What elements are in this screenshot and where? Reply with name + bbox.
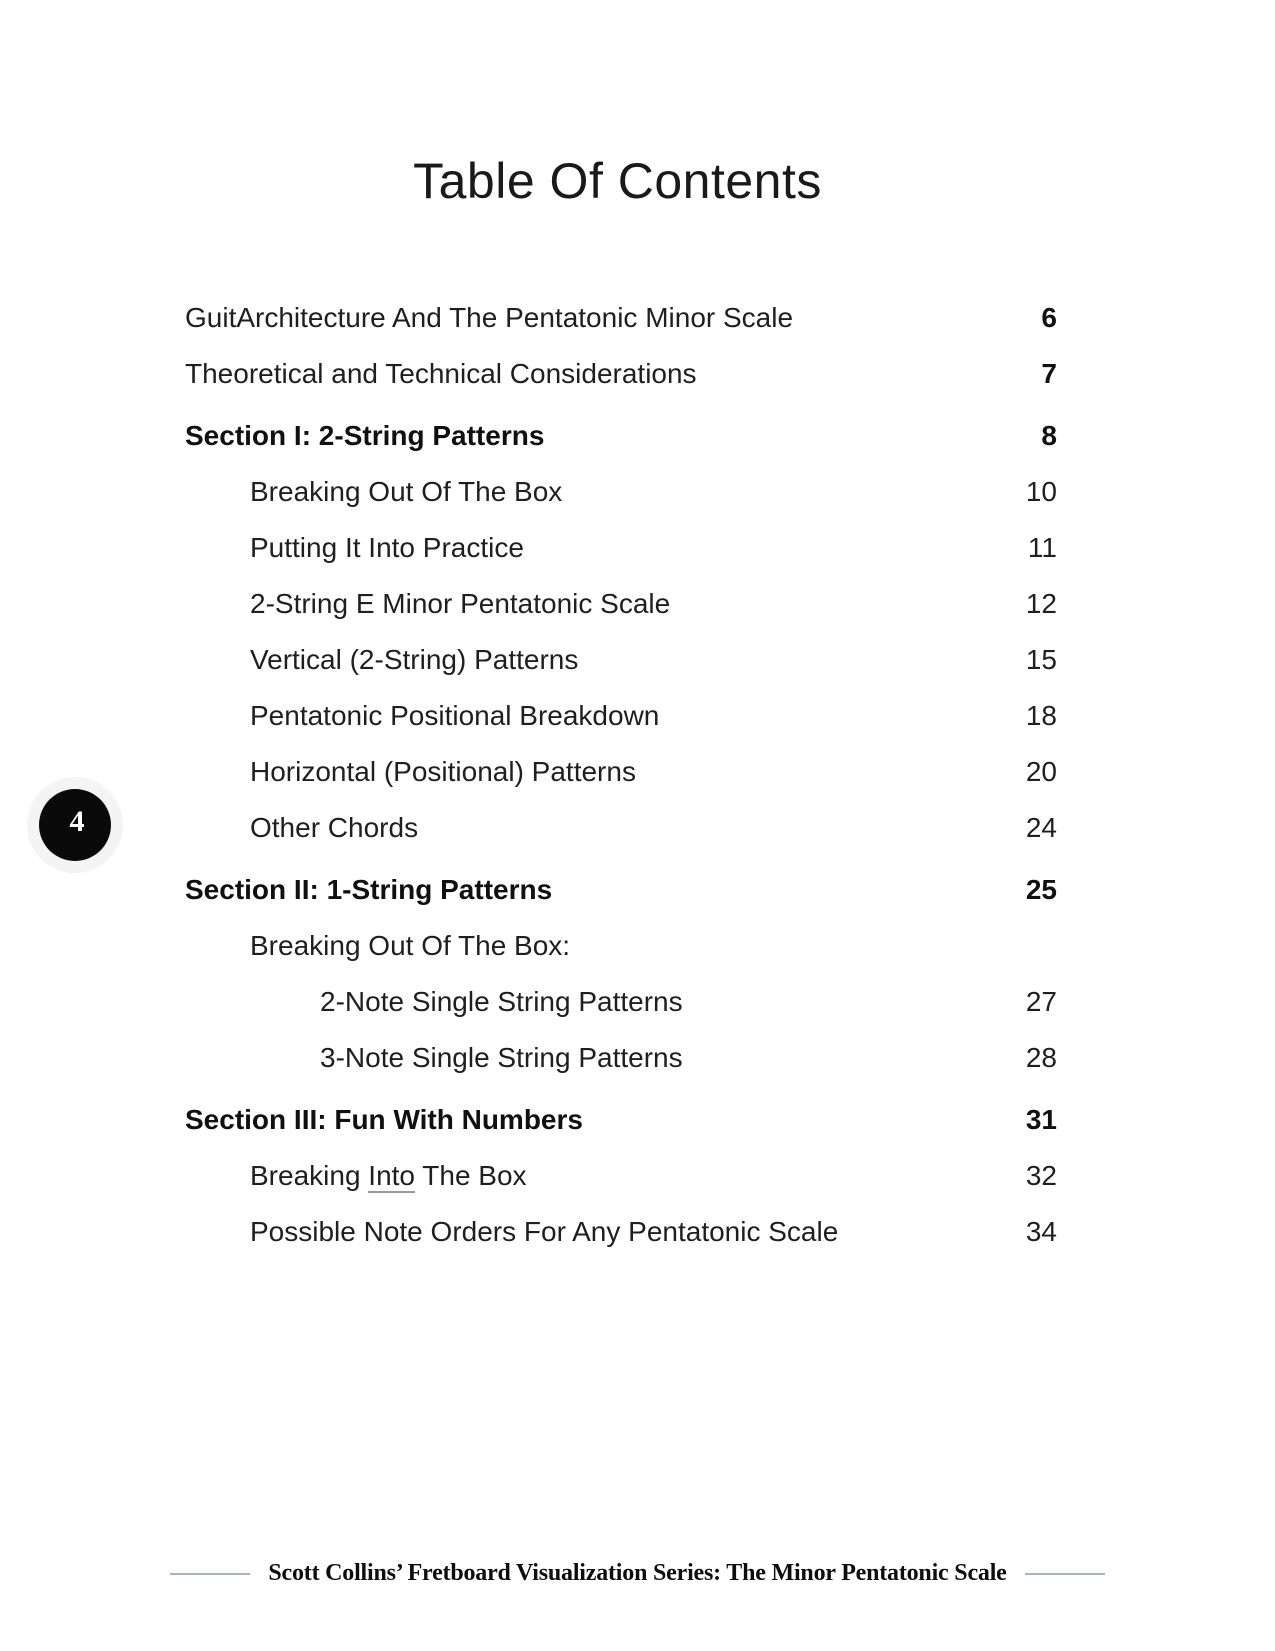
toc-entry-page-number: 12 [1025, 588, 1057, 619]
toc-entry-label: 2-String E Minor Pentatonic Scale [250, 588, 671, 619]
toc-entry [185, 1215, 1057, 1249]
page-footer [0, 1560, 1275, 1587]
toc-entry [185, 587, 1057, 621]
toc-entry-label: Breaking Out Of The Box [250, 476, 563, 507]
toc-entry-page-number: 7 [1041, 358, 1057, 389]
toc-entry-label: Putting It Into Practice [250, 532, 524, 563]
toc-entry-page-number: 18 [1025, 700, 1057, 731]
toc-entry-page-number: 20 [1025, 756, 1057, 787]
toc-entry-label: Pentatonic Positional Breakdown [250, 700, 660, 731]
toc-entry-page-number: 15 [1025, 644, 1057, 675]
toc-entry-label: 2-Note Single String Patterns [320, 986, 683, 1017]
toc-entry-page-number: 6 [1041, 302, 1057, 333]
toc-entry-page-number: 27 [1025, 986, 1057, 1017]
page-number-badge-circle [39, 789, 111, 861]
toc-entry-label: Theoretical and Technical Considerations [185, 358, 697, 389]
toc-entry-page-number: 34 [1025, 1216, 1057, 1247]
toc-entry-label: Vertical (2-String) Patterns [250, 644, 579, 675]
toc-entry [185, 755, 1057, 789]
toc-entry-label: Possible Note Orders For Any Pentatonic Scale [250, 1216, 839, 1247]
toc-entry [185, 1159, 1057, 1193]
toc-entry-label: Section I: 2-String Patterns [185, 420, 545, 451]
footer-right-rule [1025, 1573, 1105, 1575]
toc-section-heading [185, 873, 1057, 907]
toc-entry-label: Section III: Fun With Numbers [185, 1104, 583, 1135]
toc-entry-page-number: 28 [1025, 1042, 1057, 1073]
toc-entry-page-number: 10 [1025, 476, 1057, 507]
toc-entry-label: 3-Note Single String Patterns [320, 1042, 683, 1073]
toc-entry [185, 1041, 1057, 1075]
toc-entry-page-number: 32 [1025, 1160, 1057, 1191]
page-number-badge-label: 4 [69, 805, 85, 838]
footer-text: Scott Collins’ Fretboard Visualization Series: The Minor Pentatonic Scale [268, 1560, 1007, 1586]
page-title: Table Of Contents [413, 153, 822, 209]
toc-entry [185, 929, 1057, 963]
toc-entry-label: Section II: 1-String Patterns [185, 874, 553, 905]
toc-entry-page-number: 31 [1025, 1104, 1057, 1135]
toc-entry-label: Other Chords [250, 812, 419, 843]
toc-entry [185, 643, 1057, 677]
toc-entry [185, 985, 1057, 1019]
toc-section-heading [185, 1103, 1057, 1137]
toc-entry [185, 811, 1057, 845]
toc-entry-page-number: 11 [1027, 532, 1057, 563]
toc-entry-label: Breaking Out Of The Box: [250, 930, 571, 961]
toc-entry [185, 357, 1057, 391]
table-of-contents [185, 301, 1057, 1271]
toc-entry-page-number: 25 [1025, 874, 1057, 905]
toc-entry-label: GuitArchitecture And The Pentatonic Minor Scale [185, 302, 794, 333]
toc-entry [185, 531, 1057, 565]
footer-left-rule [170, 1573, 250, 1575]
toc-entry-label: Breaking Into The Box [250, 1160, 527, 1191]
toc-entry [185, 699, 1057, 733]
toc-section-heading [185, 419, 1057, 453]
toc-entry-page-number: 24 [1025, 812, 1057, 843]
toc-entry-label: Horizontal (Positional) Patterns [250, 756, 636, 787]
toc-entry [185, 301, 1057, 335]
toc-entry-page-number: 8 [1041, 420, 1057, 451]
underlined-word: Into [368, 1160, 415, 1191]
page-number-badge [27, 777, 123, 873]
toc-entry [185, 475, 1057, 509]
